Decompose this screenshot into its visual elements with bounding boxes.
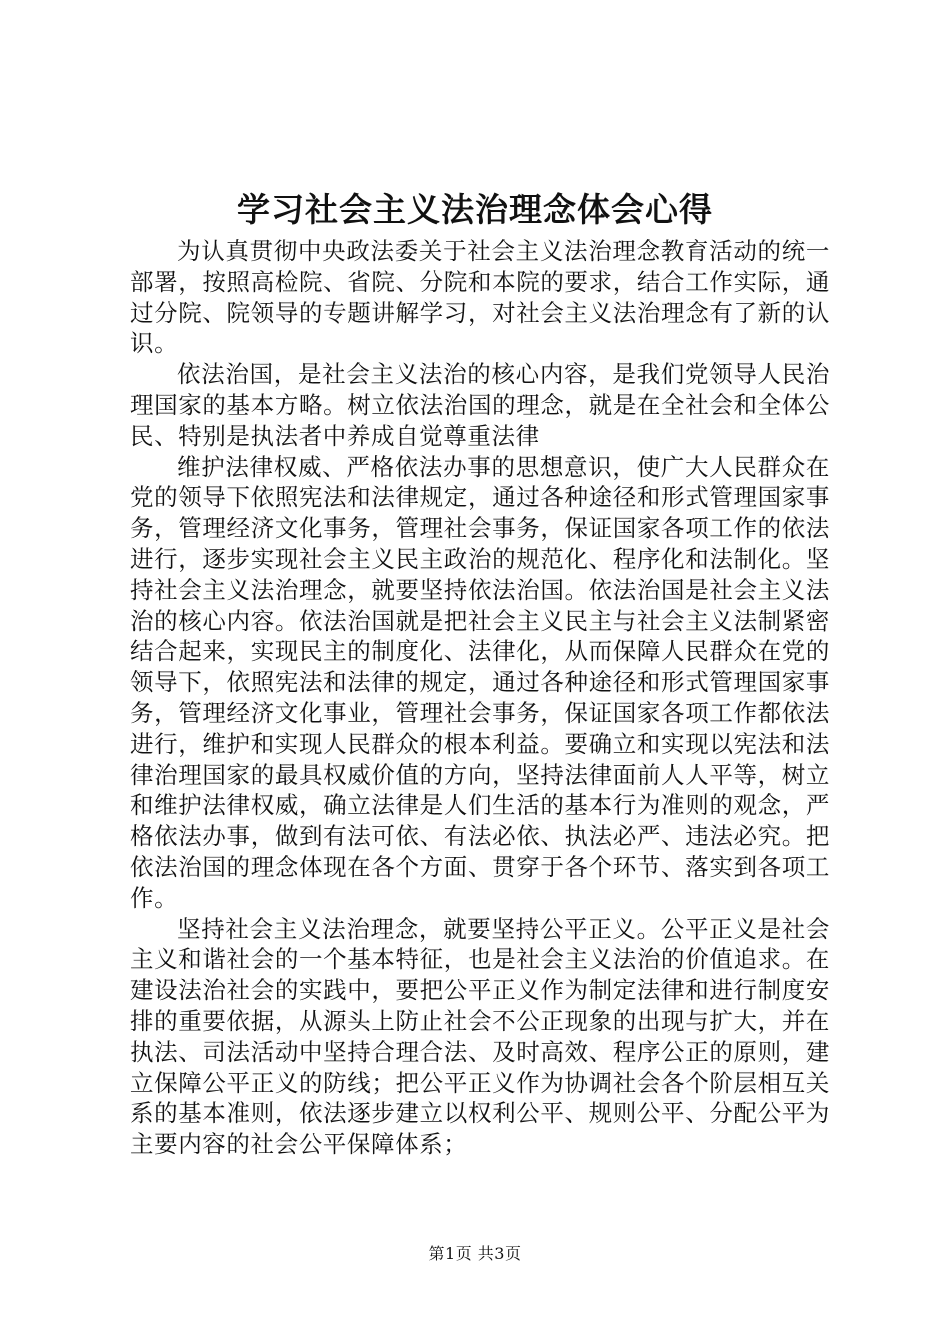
paragraph-4: 坚持社会主义法治理念，就要坚持公平正义。公平正义是社会主义和谐社会的一个基本特征，也是社会主义法治的价值追求。在建设法治社会的实践中，要把公平正义作为制定法律和进行制度安排的重要依据，从源头上防止社会不公正现象的出现与扩大，并在执法、司法活动中坚持合理合法、及时高效、程序公正的原则，建立保障公平正义的防线；把公平正义作为协调社会各个阶层相互关系的基本准则，依法逐步建立以权利公平、规则公平、分配公平为主要内容的社会公平保障体系； [130,914,830,1159]
document-body [130,236,830,1160]
document-title: 学习社会主义法治理念体会心得 [237,190,713,229]
paragraph-1: 为认真贯彻中央政法委关于社会主义法治理念教育活动的统一部署，按照高检院、省院、分院和本院的要求，结合工作实际，通过分院、院领导的专题讲解学习，对社会主义法治理念有了新的认识。 [130,237,830,358]
paragraph-2: 依法治国，是社会主义法治的核心内容，是我们党领导人民治理国家的基本方略。树立依法治国的理念，就是在全社会和全体公民、特别是执法者中养成自觉尊重法律 [130,360,830,450]
page-number-footer: 第1页 共3页 [428,1244,522,1263]
paragraph-3: 维护法律权威、严格依法办事的思想意识，使广大人民群众在党的领导下依照宪法和法律规定，通过各种途径和形式管理国家事务，管理经济文化事务，管理社会事务，保证国家各项工作的依法进行，逐步实现社会主义民主政治的规范化、程序化和法制化。坚持社会主义法治理念，就要坚持依法治国。依法治国是社会主义法治的核心内容。依法治国就是把社会主义民主与社会主义法制紧密结合起来，实现民主的制度化、法律化，从而保障人民群众在党的领导下，依照宪法和法律的规定，通过各种途径和形式管理国家事务，管理经济文化事业，管理社会事务，保证国家各项工作都依法进行，维护和实现人民群众的根本利益。要确立和实现以宪法和法律治理国家的最具权威价值的方向，坚持法律面前人人平等，树立和维护法律权威，确立法律是人们生活的基本行为准则的观念，严格依法办事，做到有法可依、有法必依、执法必严、违法必究。把依法治国的理念体现在各个方面、贯穿于各个环节、落实到各项工作。 [130,452,830,912]
